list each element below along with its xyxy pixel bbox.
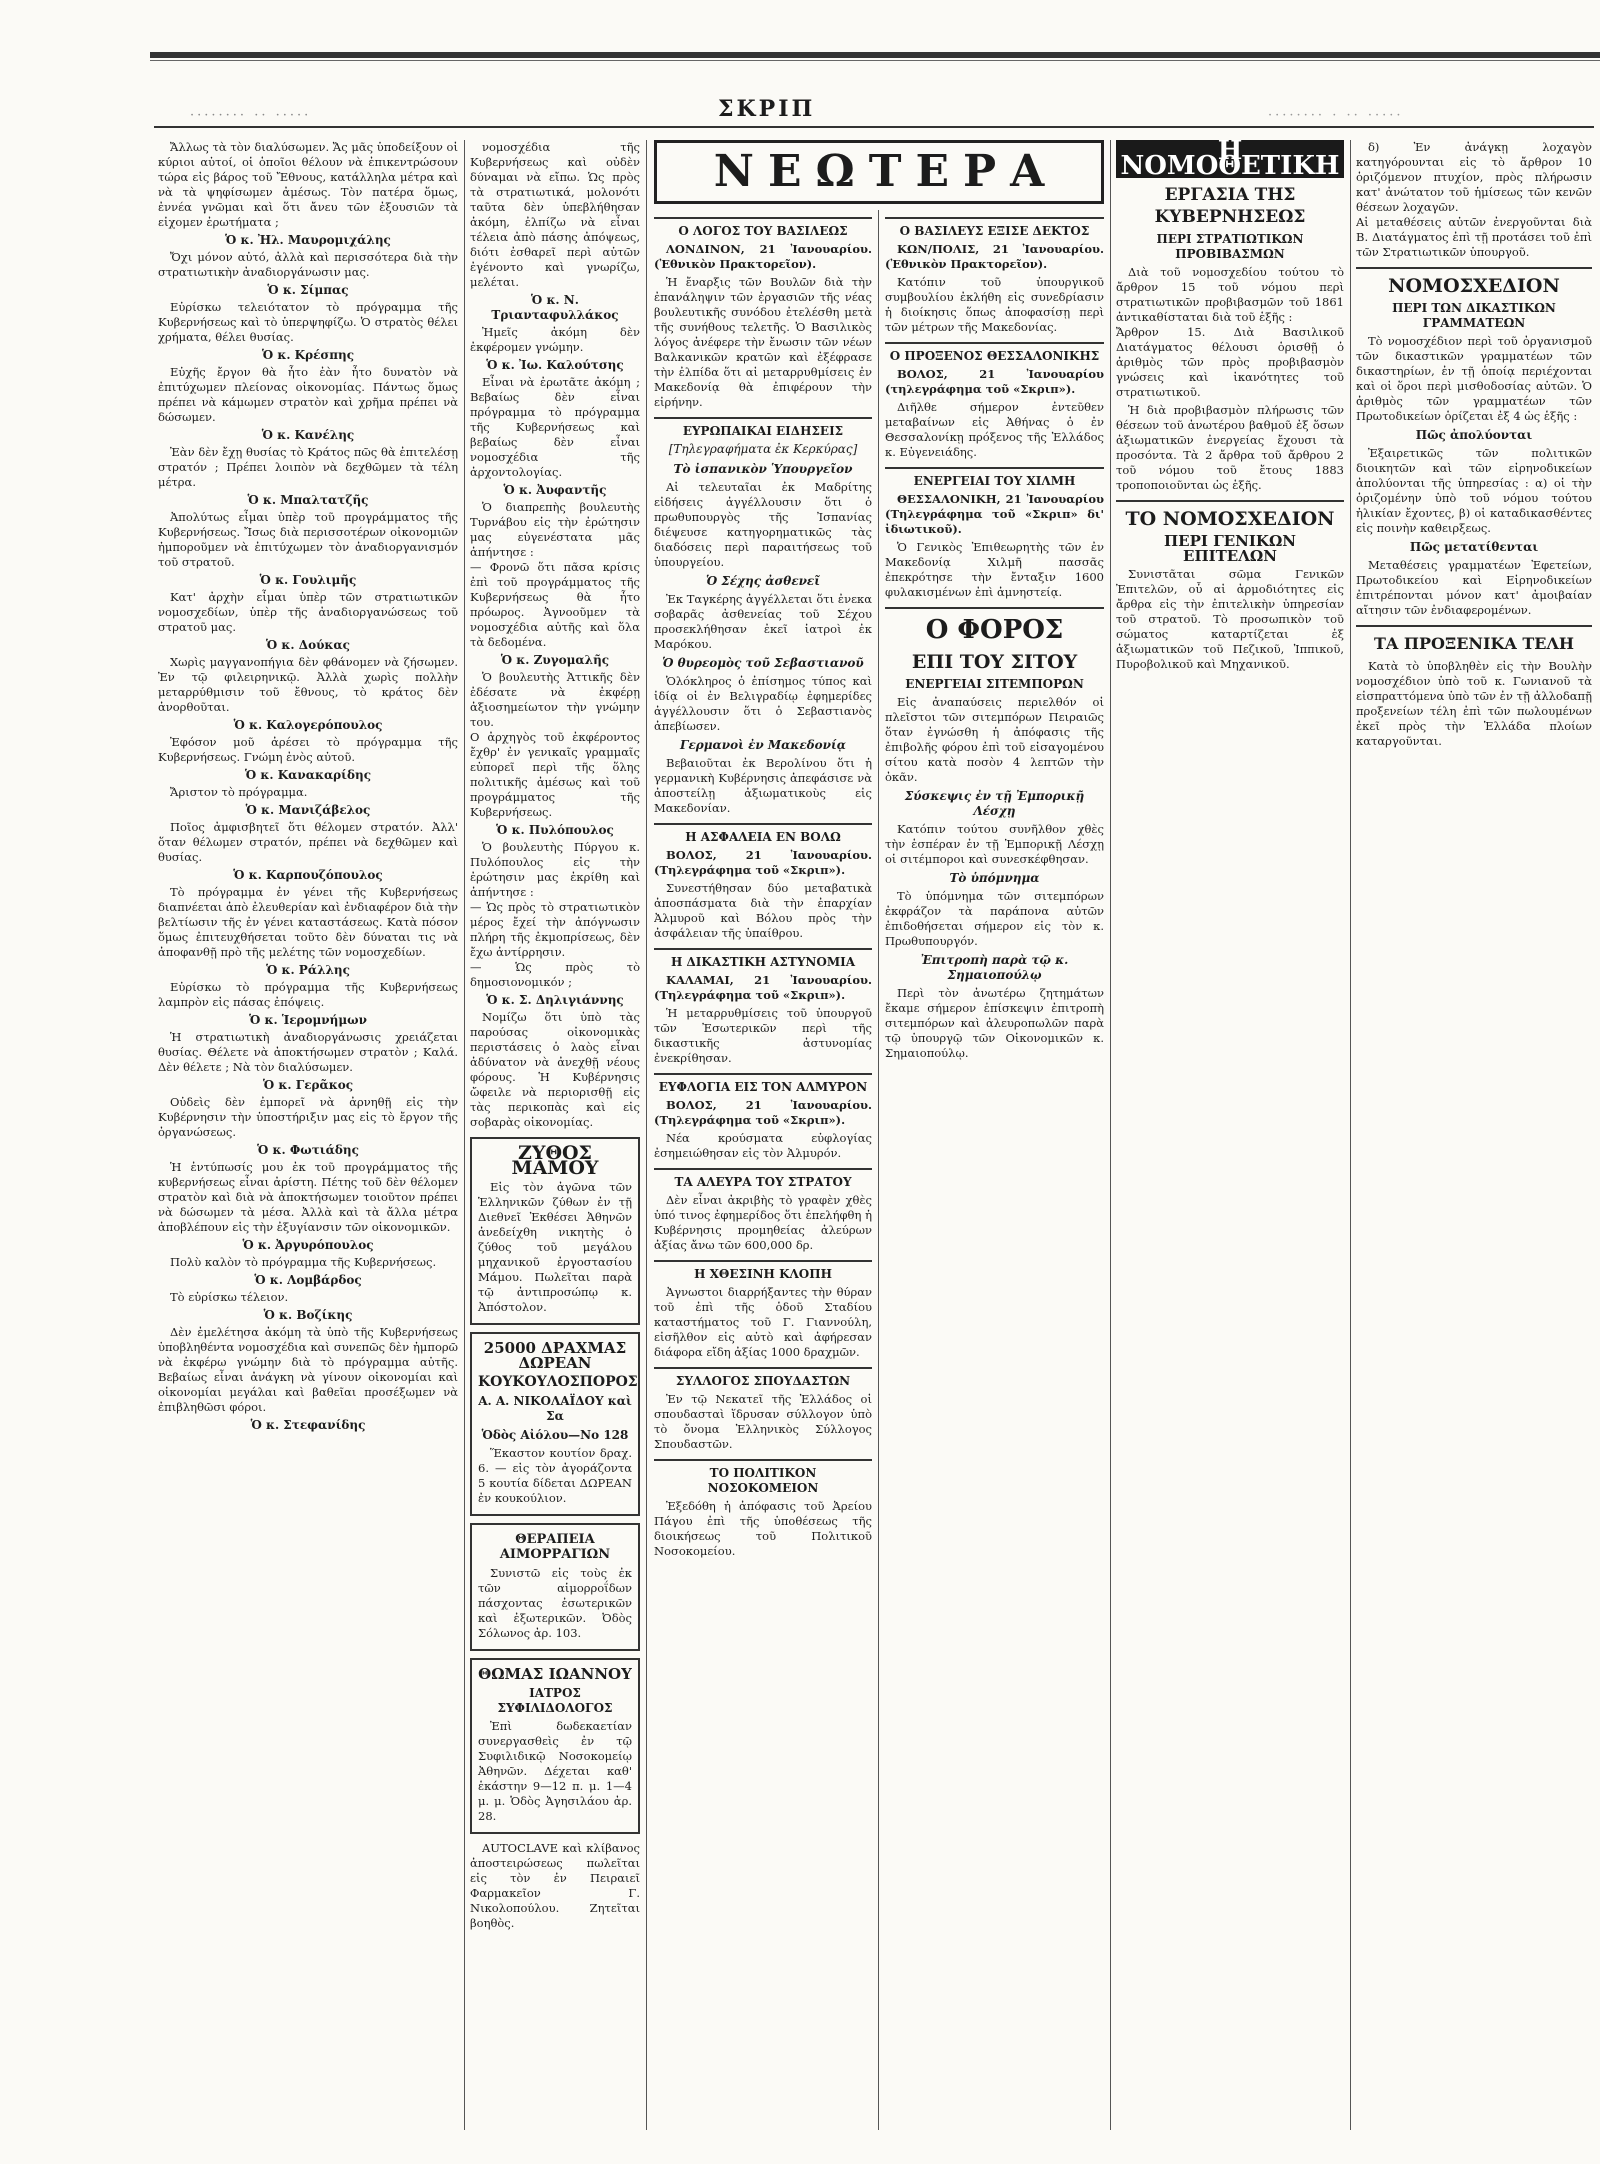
speaker-statement: Εὐρίσκω τελειότατον τὸ πρόγραμμα τῆς Κυβερνήσεως καὶ τὸ ὑπερψηφίζω. Ὁ στρατὸς θέλει χρήματα, θέλει θυσίας.	[158, 300, 458, 344]
header-right-faded: ········ · ·· ·····	[1268, 108, 1404, 123]
column-divider	[1350, 140, 1351, 2130]
column-divider	[1110, 140, 1111, 2130]
top-border	[150, 52, 1600, 58]
news-headline: ΕΥΦΛΟΓΙΑ ΕΙΣ ΤΟΝ ΑΛΜΥΡΟΝ	[658, 1080, 868, 1094]
speaker-name: Ὁ κ. Φωτιάδης	[257, 1143, 359, 1157]
article-text: Διὰ τοῦ νομοσχεδίου τούτου τὸ ἄρθρον 15 τοῦ νόμου περὶ στρατιωτικῶν προβιβασμῶν τοῦ 1861 ἀντικαθίσταται διὰ τοῦ ἑξῆς : Ἄρθρον 15. Διὰ Βασιλικοῦ Διατάγματος θέλουσι ὁρισθῇ ὁ ἀριθμὸς τῶν πρὸς προβιβασμὸν γνώσεις καὶ ἱκανότητες τοῦ στρατιωτικοῦ.	[1116, 265, 1344, 399]
speaker-name: Ὁ κ. Ν. Τριανταφυλλάκος	[491, 293, 619, 322]
speaker-statement: Εὐρίσκω τὸ πρόγραμμα τῆς Κυβερνήσεως λαμπρὸν εἰς πάσας ἐπόψεις.	[158, 980, 458, 1009]
section-title: ΤΑ ΠΡΟΞΕΝΙΚΑ ΤΕΛΗ	[1373, 634, 1575, 653]
section-rule	[1116, 500, 1344, 502]
ad-koukoulosporos	[470, 1332, 640, 1516]
news-dateline: ΚΩΝ/ΠΟΛΙΣ, 21 Ἰανουαρίου. (Ἐθνικὸν Πρακτορεῖον).	[885, 242, 1104, 271]
subhead: Πῶς ἀπολύονται	[1415, 428, 1533, 442]
news-subhead: Τὸ ἰσπανικὸν Ὑπουργεῖον	[673, 462, 853, 476]
column-divider	[878, 210, 879, 2130]
news-headline: Ο ΠΡΟΞΕΝΟΣ ΘΕΣΣΑΛΟΝΙΚΗΣ	[889, 349, 1100, 363]
news-subhead: Ὁ θυρεομὸς τοῦ Σεβαστιανοῦ	[662, 656, 864, 670]
speaker-name: Ὁ κ. Λομβάρδος	[254, 1273, 362, 1287]
news-dateline: ΒΟΛΟΣ, 21 Ἰανουαρίου. (Τηλεγράφημα τοῦ «Σκριπ»).	[654, 848, 872, 877]
foros-text: Εἰς ἀναπαύσεις περιελθόν οἱ πλεῖστοι τῶν σιτεμπόρων Πειραιῶς ὅταν ἐγνώσθη ἡ ἀπόφασις τῆς ἐπιβολῆς φόρου ἐπὶ τοῦ εἰσαγομένου σίτου κατὰ ποσὸν 4 λεπτῶν τὴν ὀκᾶν.	[885, 695, 1104, 784]
speaker-name: Ὁ κ. Μπαλτατζῆς	[247, 493, 369, 507]
column-6	[1356, 140, 1592, 2130]
speaker-name: Ὁ κ. Ἀργυρόπουλος	[242, 1238, 374, 1252]
top-border-thin	[150, 60, 1600, 61]
ad-subtitle: ΚΟΥΚΟΥΛΟΣΠΟΡΟΣ	[478, 1374, 638, 1390]
header-left-faded: ········ ·· ·····	[190, 108, 312, 123]
news-text: Κατόπιν τοῦ ὑπουργικοῦ συμβουλίου ἐκλήθη εἰς συνεδρίασιν ἡ διοίκησις ὅπως ἀποφασίσῃ περὶ τῶν μέτρων τῆς Μακεδονίας.	[885, 275, 1104, 334]
column-divider	[646, 140, 647, 2130]
speaker-statement: Πολὺ καλὸν τὸ πρόγραμμα τῆς Κυβερνήσεως.	[170, 1255, 437, 1269]
speaker-name: Ὁ κ. Πυλόπουλος	[496, 823, 614, 837]
speaker-statement: Χωρὶς μαγγανοπήγια δὲν φθάνομεν νὰ ζήσωμεν. Ἐν τῷ φιλειρηνικῷ. Ἀλλὰ χωρὶς πολλὴν μεταρρύθμισιν τοῦ ἔθνους, τὸ κράτος δὲν ἀνορθοῦται.	[158, 655, 458, 714]
news-text: Νέα κρούσματα εὐφλογίας ἐσημειώθησαν εἰς τὸν Ἀλμυρόν.	[654, 1131, 872, 1160]
speaker-name: Ὁ κ. Γερᾶκος	[262, 1078, 354, 1092]
ad-text: Ἕκαστον κουτίον δραχ. 6. — εἰς τὸν ἀγοράζοντα 5 κουτία δίδεται ΔΩΡΕΑΝ ἐν κουκούλιον.	[478, 1446, 632, 1505]
section-rule	[1356, 267, 1592, 269]
speaker-name: Ὁ κ. Ἱερομνήμων	[249, 1013, 367, 1027]
news-text: Ὁ Γενικὸς Ἐπιθεωρητὴς τῶν ἐν Μακεδονίᾳ Χιλμῆ πασσᾶς ἐπεκρότησε τὴν ἔνταξιν 1600 φυλακισμένων ἐπὶ ἀμνηστείᾳ.	[885, 540, 1104, 599]
section-rule	[885, 217, 1104, 219]
section-rule	[1356, 625, 1592, 627]
news-text: Συνεστήθησαν δύο μεταβατικὰ ἀποσπάσματα διὰ τὴν ἐπαρχίαν Ἀλμυροῦ καὶ Βόλου πρὸς τὴν ἀσφάλειαν τῆς ὑπαίθρου.	[654, 881, 872, 940]
section-rule	[654, 1260, 872, 1262]
news-dateline: ΒΟΛΟΣ, 21 Ἰανουαρίου (τηλεγράφημα τοῦ «Σκριπ»).	[885, 367, 1104, 396]
section-rule	[654, 1168, 872, 1170]
speaker-list	[158, 233, 458, 1433]
news-text: Ἐξεδόθη ἡ ἀπόφασις τοῦ Ἀρείου Πάγου ἐπὶ τῆς ὑποθέσεως τῆς διοικήσεως τοῦ Πολιτικοῦ Νοσοκομείου.	[654, 1499, 872, 1558]
section-rule	[885, 342, 1104, 344]
neotera-right-sections	[885, 217, 1104, 600]
foros-title-2: ΕΠΙ ΤΟΥ ΣΙΤΟΥ	[911, 651, 1078, 673]
ad-iatros	[470, 1658, 640, 1834]
speaker-name: Ὁ κ. Κανέλης	[261, 428, 355, 442]
article-text: Συνιστᾶται σῶμα Γενικῶν Ἐπιτελῶν, οὗ αἱ ἀρμοδιότητες εἰς ἄρθρα εἰς τὴν ἐπιτελικὴν ὑπηρεσίαν τοῦ στρατοῦ. Τὸ προσωπικὸν τοῦ σώματος καταρτίζεται ἐξ ἀξιωματικῶν τοῦ Πεζικοῦ, Ἱππικοῦ, Πυροβολικοῦ καὶ Μηχανικοῦ.	[1116, 567, 1344, 671]
speaker-statement: Τὸ πρόγραμμα ἐν γένει τῆς Κυβερνήσεως διαπνέεται ἀπὸ ἐλευθερίαν καὶ ἐνδιαφέρον διὰ τὴν βελτίωσιν τῆς ἐν γένει καταστάσεως. Κατὰ πόσον ὅμως ἐπιτευχθήσεται τοῦτο δὲν δύναται τις νὰ ἀποφανθῇ πρὸ τῆς μελέτης τῶν νομοσχεδίων.	[158, 885, 458, 959]
section-rule	[654, 823, 872, 825]
article-text: δ) Ἐν ἀνάγκῃ λοχαγὸν κατηγόρουνται εἰς τὸ ἄρθρον 10 ὁριζόμενον πτυχίον, πρὸς πλήρωσιν κατ' ἀνώτατον τοῦ ἡμίσεως τῶν κενῶν θέσεων λοχαγῶν. Αἱ μεταθέσεις αὐτῶν ἐνεργοῦνται διὰ Β. Διατάγματος ἐπὶ τῇ προτάσει τοῦ ἐπὶ τῶν Στρατιωτικῶν ὑπουργοῦ.	[1356, 140, 1592, 259]
foros-subhead: Σύσκεψις ἐν τῇ Ἐμπορικῇ Λέσχῃ	[904, 789, 1085, 818]
ad-zythos	[470, 1137, 640, 1325]
article-text: Τὸ νομοσχέδιον περὶ τοῦ ὀργανισμοῦ τῶν δικαστικῶν γραμματέων τῶν δικαστηρίων, ἐν τῇ ὁποίᾳ περιέχονται καὶ οἱ ὅροι περὶ μισθοδοσίας αὐτῶν. Ὁ ἀριθμὸς τῶν γραμματέων τῶν Πρωτοδικείων ὁρίζεται ἐξ 4 ὡς ἑξῆς :	[1356, 334, 1592, 423]
speaker-name: Ὁ κ. Καλογερόπουλος	[233, 718, 383, 732]
news-headline: Η ΧΘΕΣΙΝΗ ΚΛΟΠΗ	[694, 1267, 832, 1281]
masthead-title: ΣΚΡΙΠ	[718, 96, 816, 122]
neotera-body	[654, 210, 1104, 2130]
speaker-name: Ὁ κ. Μανιζάβελος	[245, 803, 371, 817]
ad-title: ΖΥΘΟΣ ΜΑΜΟΥ	[511, 1142, 599, 1179]
news-text: Ἡ ἔναρξις τῶν Βουλῶν διὰ τὴν ἐπανάληψιν τῶν ἐργασιῶν τῆς νέας βουλευτικῆς συνόδου ἐτελέσθη μετὰ τῆς συνήθους τελετῆς. Ὁ Βασιλικὸς λόγος ἀνέφερε τὴν ἔνωσιν τῶν νέων Βαλκανικῶν κρατῶν καὶ ἐξέφρασε τὴν ἐλπίδα ὅτι αἱ μεταρρυθμίσεις ἐν Μακεδονίᾳ θὰ ἐπιφέρουν τὴν εἰρήνην.	[654, 275, 872, 409]
speaker-statement: Εἶναι νὰ ἐρωτᾶτε ἀκόμη ; Βεβαίως δὲν εἶναι πρόγραμμα τὸ πρόγραμμα τῆς Κυβερνήσεως καὶ βεβαίως δὲν εἶναι νομοσχέδια τῆς ἀρχοντολογίας.	[470, 375, 640, 479]
ad-title: ΘΩΜΑΣ ΙΩΑΝΝΟΥ	[478, 1665, 632, 1683]
column-5	[1116, 140, 1344, 2130]
article-text: Ἐξαιρετικῶς τῶν πολιτικῶν διοικητῶν καὶ τῶν εἰρηνοδικείων ἀπολύονται τῆς ὑπηρεσίας : α) οἱ τὴν ὁριζομένην ὑπὸ τοῦ νόμου τούτου ἡλικίαν ἔχοντες, β) οἱ καταδικασθέντες εἰς ποινὴν καθειρξεως.	[1356, 446, 1592, 535]
news-headline: Η ΔΙΚΑΣΤΙΚΗ ΑΣΤΥΝΟΜΙΑ	[670, 955, 856, 969]
section-rule	[654, 417, 872, 419]
news-headline: ΤΟ ΠΟΛΙΤΙΚΟΝ ΝΟΣΟΚΟΜΕΙΟΝ	[707, 1466, 819, 1495]
foros-text: Κατόπιν τούτου συνῆλθον χθὲς τὴν ἑσπέραν ἐν τῇ Ἐμπορικῇ Λέσχῃ οἱ σιτέμποροι καὶ συνεσκέφθησαν.	[885, 822, 1104, 866]
ad-text: Συνιστῶ εἰς τοὺς ἐκ τῶν αἱμορροΐδων πάσχοντας ἐσωτερικῶν καὶ ἐξωτερικῶν. Ὀδὸς Σόλωνος ἀρ. 103.	[478, 1566, 632, 1640]
speaker-name: Ὁ κ. Γουλιμῆς	[259, 573, 357, 587]
foros-text: Περὶ τὸν ἀνωτέρω ζητημάτων ἔκαμε σήμερον ἐπίσκεψιν ἐπιτροπὴ σιτεμπόρων καὶ ἀλευροπωλῶν παρὰ τῷ ὑπουργῷ τῶν Οἰκονομικῶν κ. Σημαιοπούλῳ.	[885, 986, 1104, 1060]
neotera-title: ΝΕΩΤΕΡΑ	[654, 140, 1104, 204]
speaker-name: Ὁ κ. Κανακαρίδης	[244, 768, 372, 782]
section-rule	[654, 1073, 872, 1075]
news-text: Ἡ μεταρρυθμίσεις τοῦ ὑπουργοῦ τῶν Ἐσωτερικῶν περὶ τῆς δικαστικῆς ἀστυνομίας ἐνεκρίθησαν.	[654, 1006, 872, 1065]
article-text: Κατὰ τὸ ὑποβληθὲν εἰς τὴν Βουλὴν νομοσχέδιον ὑπὸ τοῦ κ. Γωνιανοῦ τὰ εἰσπραττόμενα ὑπὸ τῶν ἐν τῇ ἀλλοδαπῇ προξενείων τέλη ἐπὶ τῶν πωλουμένων ἐκεῖ πρὸς τὴν Ἑλλάδα πλοίων καταργοῦνται.	[1356, 659, 1592, 748]
news-headline: Η ΑΣΦΑΛΕΙΑ ΕΝ ΒΟΛΩ	[685, 830, 841, 844]
speaker-name: Ὁ κ. Ἀυφαντῆς	[503, 483, 607, 497]
section-rule	[654, 217, 872, 219]
speaker-statement: Ὄχι μόνον αὐτό, ἀλλὰ καὶ περισσότερα διὰ τὴν στρατιωτικὴν ἀναδιοργάνωσιν μας.	[158, 250, 458, 279]
header-rule	[154, 126, 1594, 128]
speaker-statement: Ἠμεῖς ἀκόμη δὲν ἐκφέρομεν γνώμην.	[470, 325, 640, 354]
neotera-right-column	[885, 210, 1104, 2130]
news-subhead: Ὁ Σέχης ἀσθενεῖ	[705, 574, 821, 588]
foros-text: Τὸ ὑπόμνημα τῶν σιτεμπόρων ἐκφράζον τὰ παράπονα αὐτῶν ἐπιδοθήσεται σήμερον εἰς τὸν κ. Πρωθυπουργόν.	[885, 889, 1104, 948]
speaker-statement: Νομίζω ὅτι ὑπὸ τὰς παρούσας οἰκονομικὰς περιστάσεις ὁ λαὸς εἶναι ἀδύνατον νὰ ἀνεχθῇ νέους φόρους. Ἡ Κυβέρνησις ὤφειλε νὰ περιορισθῇ εἰς τὰς περικοπὰς καὶ εἰς σοβαρὰς οἰκονομίας.	[470, 1010, 640, 1129]
nomosxedion-subtitle: ΠΕΡΙ ΤΩΝ ΔΙΚΑΣΤΙΚΩΝ ΓΡΑΜΜΑΤΕΩΝ	[1392, 301, 1556, 330]
speaker-statement: Ἡ ἐντύπωσίς μου ἐκ τοῦ προγράμματος τῆς κυβερνήσεως εἶναι ἀρίστη. Πέτης τοῦ δὲν θέλομεν στρατὸν καὶ διὰ νὰ ἀποκτήσωμεν τοιοῦτον πρέπει νὰ δώσωμεν τὰ μέσα. Ἀλλὰ καὶ τὰ ἄλλα μέτρα ἀποβλέπουν εἰς τὴν ἐξυγίανσιν τῶν οἰκονομικῶν.	[158, 1160, 458, 1234]
neotera-section	[654, 140, 1104, 2130]
ad-title: 25000 ΔΡΑΧΜΑΣ ΔΩΡΕΑΝ	[483, 1339, 627, 1372]
speaker-statement: Ἄριστον τὸ πρόγραμμα.	[170, 785, 308, 799]
speaker-statement: Κατ' ἀρχὴν εἶμαι ὑπὲρ τῶν στρατιωτικῶν νομοσχεδίων, ὑπὲρ τῆς ἀναδιοργανώσεως τοῦ στρατοῦ μας.	[158, 590, 458, 634]
news-text: Αἱ τελευταῖαι ἐκ Μαδρίτης εἰδήσεις ἀγγέλλουσιν ὅτι ὁ πρωθυπουργὸς τῆς Ἰσπανίας διέψευσε κατηγορηματικῶς τὰς διαδόσεις περὶ παραιτήσεως τοῦ ὑπουργείου.	[654, 480, 872, 569]
speaker-name: Ὁ κ. Ἠλ. Μαυρομιχάλης	[225, 233, 391, 247]
section-rule	[885, 467, 1104, 469]
subhead: Πῶς μετατίθενται	[1409, 540, 1539, 554]
news-subhead: Γερμανοὶ ἐν Μακεδονίᾳ	[679, 738, 847, 752]
speaker-name: Ὁ κ. Σ. Δηλιγιάννης	[486, 993, 624, 1007]
speaker-name: Ὁ κ. Ζυγομαλῆς	[500, 653, 610, 667]
section-title: ΠΕΡΙ ΣΤΡΑΤΙΩΤΙΚΩΝ ΠΡΟΒΙΒΑΣΜΩΝ	[1156, 232, 1304, 261]
foros-subhead: Τὸ ὑπόμνημα	[949, 871, 1040, 885]
ad-therapeia	[470, 1523, 640, 1651]
ad-autoclave-text: AUTOCLAVE καὶ κλίβανος ἀποστειρώσεως πωλεῖται εἰς τὸν ἐν Πειραιεῖ Φαρμακεῖον Γ. Νικολοπούλου. Ζητεῖται βοηθὸς.	[470, 1841, 640, 1930]
nomosxedion-subtitle: ΠΕΡΙ ΓΕΝΙΚΩΝ ΕΠΙΤΕΛΩΝ	[1163, 532, 1297, 565]
neotera-left-column	[654, 210, 872, 2130]
speaker-name: Ὁ κ. Κρέσπης	[261, 348, 355, 362]
speaker-statement: Ἀπολύτως εἶμαι ὑπὲρ τοῦ προγράμματος τῆς Κυβερνήσεως. Ἴσως διὰ περισσοτέρων οἰκονομιῶν ἠμποροῦμεν νὰ ἐπιτύχωμεν τὸν ἀναδιοργανισμόν τοῦ στρατοῦ.	[158, 510, 458, 569]
speaker-name: Ὁ κ. Σίμπας	[267, 283, 349, 297]
speaker-statement: Ὁ διαπρεπὴς βουλευτὴς Τυρνάβου εἰς τὴν ἐρώτησιν μας εὐγενέστατα μᾶς ἀπήντησε : — Φρονῶ ὅτι πᾶσα κρίσις ἐπὶ τοῦ προγράμματος τῆς Κυβερνήσεως θὰ ἦτο πρόωρος. Ἀγνοοῦμεν τὰ νομοσχέδια αὐτῆς καὶ ὅλα τὰ δεδομένα.	[470, 500, 640, 649]
column-divider	[464, 140, 465, 2130]
article-text: Ἡ διὰ προβιβασμὸν πλήρωσις τῶν θέσεων τοῦ ἀνωτέρου βαθμοῦ ἐξ ὅσων ἀξιωματικῶν ἐνεργείας ἔχουσι τὰ προσόντα. Τὰ 2 ἄρθρα τοῦ ἄρθρου 2 τοῦ νόμου τοῦ ἔτους 1883 τροποποιοῦνται ὡς ἑξῆς.	[1116, 403, 1344, 492]
speaker-name: Ὁ κ. Καρπουζόπουλος	[233, 868, 383, 882]
speaker-statement: Ἡ στρατιωτικὴ ἀναδιοργάνωσις χρειάζεται θυσίας. Θέλετε νὰ ἀποκτήσωμεν στρατὸν ; Καλά. Δὲν θέλετε ; Νὰ τὸν διαλύσωμεν.	[158, 1030, 458, 1074]
section-rule	[654, 948, 872, 950]
speaker-statement: Ποῖος ἀμφισβητεῖ ὅτι θέλομεν στρατόν. Ἀλλ' ὅταν θέλωμεν στρατόν, πρέπει νὰ δεχθῶμεν καὶ θυσίας.	[158, 820, 458, 864]
ad-line: Α. Α. ΝΙΚΟΛΑΪΔΟΥ καὶ Σα	[478, 1394, 632, 1423]
news-headline: ΕΥΡΩΠΑΙΚΑΙ ΕΙΔΗΣΕΙΣ	[682, 424, 844, 438]
speaker-statement: Δὲν ἐμελέτησα ἀκόμη τὰ ὑπὸ τῆς Κυβερνήσεως ὑποβληθέντα νομοσχέδια καὶ συνεπῶς δὲν ἠμπορῶ νὰ ἐκφέρω γνώμην διὰ τὸ πρόγραμμα αὐτῆς. Βεβαίως εἶναι ἀνάγκη νὰ γίνουν οἰκονομίαι καὶ οἰκονομίαι μεγάλαι καὶ βαθεῖαι προσέξωμεν νὰ ἐπιβληθῶσι φόροι.	[158, 1325, 458, 1414]
speaker-statement: Τὸ εὑρίσκω τέλειον.	[170, 1290, 289, 1304]
foros-subhead: Ἐπιτροπὴ παρὰ τῷ κ. Σημαιοπούλῳ	[920, 953, 1069, 982]
section-rule	[654, 1459, 872, 1461]
news-text: Βεβαιοῦται ἐκ Βερολίνου ὅτι ἡ γερμανικὴ Κυβέρνησις ἀπεφάσισε νὰ ἀποστείλῃ ἀξιωματικοὺς εἰς Μακεδονίαν.	[654, 756, 872, 815]
speaker-name: Ὁ κ. Στεφανίδης	[250, 1418, 366, 1432]
nomothetiki-subtitle: ΕΡΓΑΣΙΑ ΤΗΣ ΚΥΒΕΡΝΗΣΕΩΣ	[1154, 185, 1306, 227]
speaker-name: Ὁ κ. Ράλλης	[266, 963, 350, 977]
speaker-statement: Ὁ βουλευτὴς Πύργου κ. Πυλόπουλος εἰς τὴν ἐρώτησιν μας ἐκρίθη καὶ ἀπήντησε : — Ὡς πρὸς τὸ στρατιωτικὸν μέρος ἔχεί τὴν ἀπόγνωσιν πλήρη τῆς ἐκμοπρίσεως, δὲν ἔχω ἀντίρρησιν. — Ὡς πρὸς τὸ δημοσιονομικόν ;	[470, 840, 640, 989]
news-headline: ΕΝΕΡΓΕΙΑΙ ΤΟΥ ΧΙΛΜΗ	[913, 474, 1076, 488]
foros-title: Ο ΦΟΡΟΣ	[925, 615, 1064, 645]
speaker-name: Ὁ κ. Ἰω. Καλούτσης	[486, 358, 624, 372]
news-dateline: ΚΑΛΑΜΑΙ, 21 Ἰανουαρίου. (Τηλεγράφημα τοῦ «Σκριπ»).	[654, 973, 872, 1002]
speaker-statement: Ὁ βουλευτὴς Ἀττικῆς δὲν ἐδέσατε νὰ ἐκφέρῃ ἀξιοσημείωτον τὴν γνώμην του. Ο ἀρχηγὸς τοῦ ἐκφέροντος ἔχθρ' ἐν γενικαῖς γραμμαῖς εὐπορεῖ περὶ τῆς ὅλης πολιτικῆς ἀμέσως καὶ τοῦ προγράμματος τῆς Κυβερνήσεως.	[470, 670, 640, 819]
speaker-name: Ὁ κ. Βοζίκης	[263, 1308, 353, 1322]
ad-text: Εἰς τὸν ἀγῶνα τῶν Ἑλληνικῶν ζύθων ἐν τῇ Διεθνεῖ Ἐκθέσει Ἀθηνῶν ἀνεδείχθη νικητὴς ὁ ζύθος τοῦ μεγάλου μηχανικοῦ ἐργοστασίου Μάμου. Πωλεῖται παρὰ τῷ ἀντιπροσώπῳ κ. Ἀπόστολον.	[478, 1180, 632, 1314]
news-text: Ἐν τῷ Νεκατεῖ τῆς Ἑλλάδος οἱ σπουδασταὶ ἵδρυσαν σύλλογον ὑπὸ τὸ ὄνομα Ἑλληνικὸς Σύλλογος Σπουδαστῶν.	[654, 1392, 872, 1451]
foros-article	[885, 607, 1104, 1061]
nomosxedion-title: ΤΟ ΝΟΜΟΣΧΕΔΙΟΝ	[1125, 508, 1335, 530]
news-headline: ΣΥΛΛΟΓΟΣ ΣΠΟΥΔΑΣΤΩΝ	[675, 1374, 851, 1388]
news-headline: ΤΑ ΑΛΕΥΡΑ ΤΟΥ ΣΤΡΑΤΟΥ	[674, 1175, 852, 1189]
column-1	[158, 140, 458, 2130]
foros-subtitle: ΕΝΕΡΓΕΙΑΙ ΣΙΤΕΜΠΟΡΩΝ	[905, 677, 1084, 691]
speaker-list	[470, 293, 640, 1130]
news-headline: Ο ΒΑΣΙΛΕΥΣ ΕΞΙΣΕ ΔΕΚΤΟΣ	[899, 224, 1090, 238]
ad-text: Ἐπὶ δωδεκαετίαν συνεργασθεὶς ἐν τῷ Συφιλιδικῷ Νοσοκομείῳ Ἀθηνῶν. Δέχεται καθ' ἑκάστην 9—12 π. μ. 1—4 μ. μ. Ὁδὸς Ἀγησιλάου ἀρ. 28.	[478, 1719, 632, 1823]
column-1-intro: Ἄλλως τὰ τὸν διαλύσωμεν. Ἄς μᾶς ὑποδείξουν οἱ κύριοι αὐτοί, οἱ ὁποῖοι θέλουν νὰ ἐπικεντρώσουν τώρα εἰς βάρος τοῦ Ἔθνους, κατάλληλα μέτρα καὶ νὰ τὰ ψηφίσωμεν ἀμέσως. Τὸν πατέρα ὅμως, ἐννέα γνῶμαι καὶ ὅτι ἄνευ τῶν ἐξουσιῶν τὰ εἰχομεν ἐρωτήματα ;	[158, 140, 458, 229]
news-dateline: ΒΟΛΟΣ, 21 Ἰανουαρίου. (Τηλεγράφημα τοῦ «Σκριπ»).	[654, 1098, 872, 1127]
ad-title: ΘΕΡΑΠΕΙΑ ΑΙΜΟΡΡΑΓΙΩΝ	[499, 1532, 611, 1562]
speaker-statement: Ἐὰν δὲν ἔχῃ θυσίας τὸ Κράτος πῶς θὰ ἐπιτελέσῃ στρατόν ; Πρέπει λοιπὸν νὰ δεχθῶμεν τὰ τέλη μέτρα.	[158, 445, 458, 489]
speaker-statement: Οὐδεὶς δὲν ἐμπορεῖ νὰ ἀρνηθῇ εἰς τὴν Κυβέρνησιν τὴν ὑποστήριξιν μας εἰς τὸ ἔργον τῆς ὀργανώσεως.	[158, 1095, 458, 1139]
article-text: Μεταθέσεις γραμματέων Ἐφετείων, Πρωτοδικείου καὶ Εἰρηνοδικείων ἐπιτρέπονται μόνον κατ' ἀμοιβαίαν αἴτησιν τῶν ἐνδιαφερομένων.	[1356, 558, 1592, 617]
news-text: Διῆλθε σήμερον ἐντεῦθεν μεταβαίνων εἰς Ἀθήνας ὁ ἐν Θεσσαλονίκῃ πρόξενος τῆς Ἑλλάδος κ. Εὐγενειάδης.	[885, 400, 1104, 459]
news-dateline: ΛΟΝΔΙΝΟΝ, 21 Ἰανουαρίου. (Ἐθνικὸν Πρακτορεῖον).	[654, 242, 872, 271]
nomosxedion-title: ΝΟΜΟΣΧΕΔΙΟΝ	[1388, 275, 1560, 297]
news-text: Δὲν εἶναι ἀκριβὴς τὸ γραφὲν χθὲς ὑπό τινος ἐφημερίδος ὅτι ἐπελήφθη ἡ Κυβέρνησις προμηθείας ἀλεύρων ἀξίας ἄνω τῶν 600,000 δρ.	[654, 1193, 872, 1252]
nomothetiki-title: Η ΝΟΜΟΘΕΤΙΚΗ	[1116, 140, 1344, 178]
section-rule	[885, 607, 1104, 609]
speaker-statement: Εὐχῆς ἔργον θὰ ἦτο ἐὰν ἦτο δυνατὸν νὰ ἐπιτύχωμεν πλείονας οἰκονομίας. Πάντως ὅμως πρέπει νὰ κάμωμεν στρατὸν καὶ χρῆμα πρέπει νὰ δώσωμεν.	[158, 365, 458, 424]
ad-line: Ὁδὸς Αἰόλου—Νο 128	[481, 1428, 629, 1442]
news-text: Ἀγνωστοι διαρρήξαντες τὴν θύραν τοῦ ἐπὶ τῆς ὁδοῦ Σταδίου καταστήματος τοῦ Γ. Γιαννούλη, εἰσῆλθον εἰς αὐτὸ καὶ ἀφήρεσαν διάφορα εἴδη ἀξίας 1000 δραχμῶν.	[654, 1285, 872, 1359]
news-text: Ἐκ Ταγκέρης ἀγγέλλεται ὅτι ἐνεκα σοβαρᾶς ἀσθενείας τοῦ Σέχου προσεκλήθησαν ἐκεῖ ἰατροὶ ἐκ Μαρόκου.	[654, 592, 872, 651]
news-text: Ὁλόκληρος ὁ ἐπίσημος τύπος καὶ ἰδίᾳ οἱ ἐν Βελιγραδίῳ ἐφημερίδες ἀγγέλλουσιν ὅτι ὁ Σεβαστιανὸς ἀπεβίωσεν.	[654, 674, 872, 733]
news-headline: Ο ΛΟΓΟΣ ΤΟΥ ΒΑΣΙΛΕΩΣ	[678, 224, 848, 238]
section-rule	[654, 1367, 872, 1369]
news-dateline: ΘΕΣΣΑΛΟΝΙΚΗ, 21 Ἰανουαρίου (Τηλεγράφημα τοῦ «Σκριπ» δι' ἰδιωτικοῦ).	[885, 492, 1104, 536]
news-source: [Τηλεγραφήματα ἐκ Κερκύρας]	[668, 442, 858, 456]
speaker-name: Ὁ κ. Δούκας	[266, 638, 350, 652]
column-2	[470, 140, 640, 2130]
column-2-intro: νομοσχέδια τῆς Κυβερνήσεως καὶ οὐδὲν δύναμαι νὰ εἴπω. Ὡς πρὸς τὰ στρατιωτικά, μολονότι ταῦτα δὲν ὑπεβλήθησαν ἀκόμη, ἐλπίζω νὰ εἶναι τέλεια ἀπὸ πάσης ἀπόψεως, διότι ἐσθαρεῖ περὶ αὐτῶν ἐγένοντο καὶ γνωρίζω, μελέται.	[470, 140, 640, 289]
speaker-statement: Ἐφόσον μοῦ ἀρέσει τὸ πρόγραμμα τῆς Κυβερνήσεως. Γνώμη ἐνὸς αὐτοῦ.	[158, 735, 458, 764]
ad-subtitle: ΙΑΤΡΟΣ ΣΥΦΙΛΙΔΟΛΟΓΟΣ	[497, 1686, 613, 1715]
